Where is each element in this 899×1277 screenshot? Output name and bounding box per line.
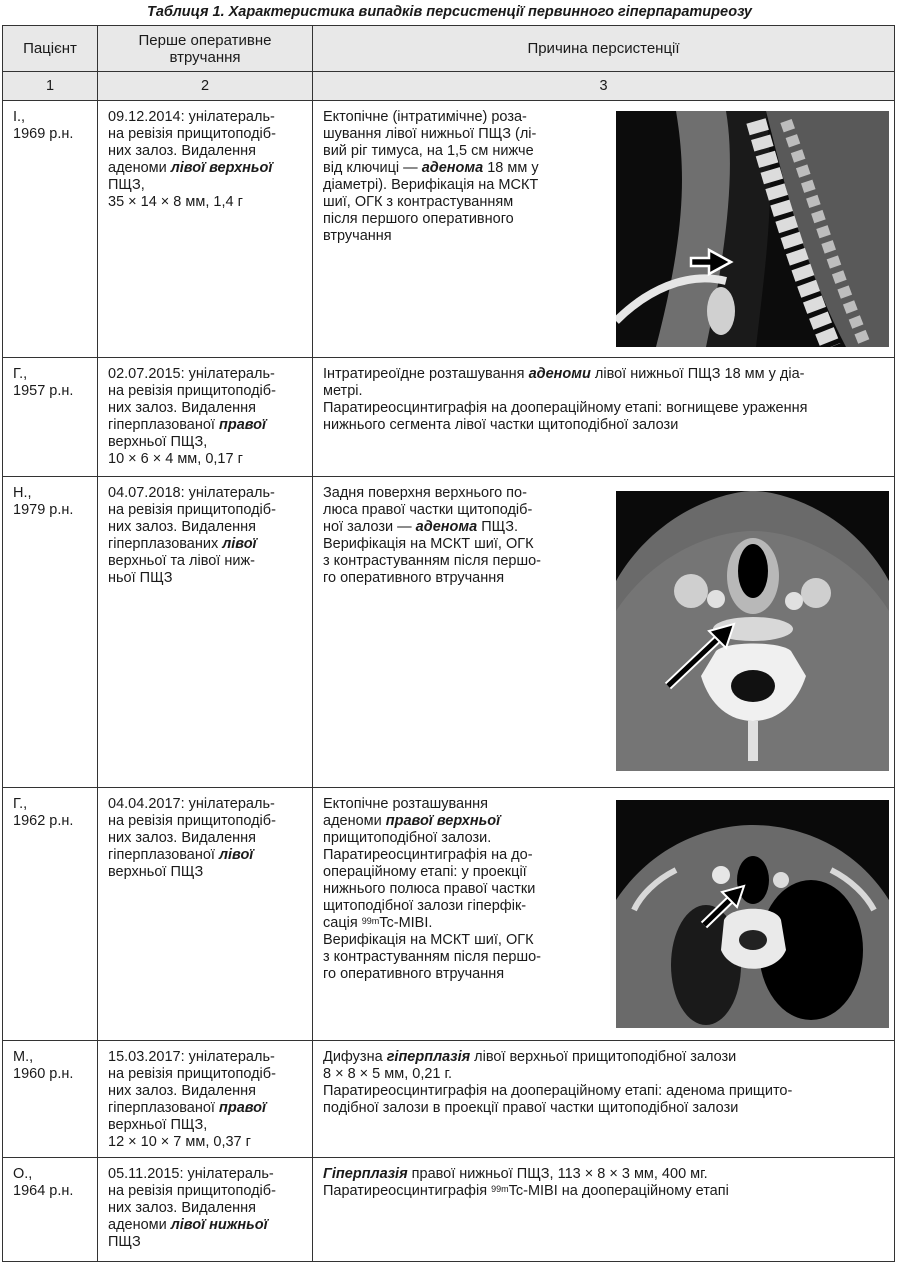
text-line: го оперативного втручання <box>323 570 505 586</box>
text-line: Інтратиреоїдне розташування аденоми лівої нижньої ПЩЗ 18 мм у діа- <box>323 366 805 382</box>
text-line: гіперплазованих лівої <box>108 536 257 552</box>
text-line: аденоми лівої верхньої <box>108 160 273 176</box>
text-line: з контрастуванням після першо- <box>323 949 541 965</box>
text-line: аденоми лівої нижньої <box>108 1217 268 1233</box>
text-line: гіперплазованої правої <box>108 1100 267 1116</box>
patient-birth-year: 1962 р.н. <box>13 813 74 829</box>
patient-birth-year: 1960 р.н. <box>13 1066 74 1082</box>
text-line: гіперплазованої правої <box>108 417 267 433</box>
cause-cell <box>313 358 895 477</box>
text-line: нижнього сегмента лівої частки щитоподібної залози <box>323 417 679 433</box>
emphasis-term: аденоми <box>528 366 591 382</box>
text-line: Паратиреосцинтиграфія $^{99m}$Tc-MIBI на доопераційному етапі <box>323 1183 729 1199</box>
header-cause: Причина персистенції <box>313 26 895 72</box>
text-line: на ревізія прищитоподіб- <box>108 1066 276 1082</box>
text-line: ної залози — аденома ПЩЗ. <box>323 519 519 535</box>
text-line: 35 × 14 × 8 мм, 1,4 г <box>108 194 243 210</box>
text-line: на ревізія прищитоподіб- <box>108 383 276 399</box>
patient-initial: І., <box>13 109 26 125</box>
cause-text <box>313 358 894 438</box>
header-first-surgery <box>98 26 313 72</box>
text-line: верхньої ПЩЗ <box>108 864 204 880</box>
surgery-cell <box>98 1041 313 1158</box>
persistence-table <box>2 25 895 1262</box>
patient-cell <box>3 477 98 788</box>
column-number-3: 3 <box>313 72 895 101</box>
emphasis-term: лівої <box>214 847 254 863</box>
text-line: від ключиці — аденома 18 мм у <box>323 160 539 176</box>
table-caption: Таблиця 1. Характеристика випадків персистенції первинного гіперпаратиреозу <box>147 4 752 20</box>
text-line: 04.07.2018: унілатераль- <box>108 485 275 501</box>
cause-text <box>313 477 579 591</box>
patient-cell <box>3 101 98 358</box>
text-line: метрі. <box>323 383 363 399</box>
text-line: верхньої та лівої ниж- <box>108 553 255 569</box>
column-number-row <box>3 72 895 101</box>
text-line: 02.07.2015: унілатераль- <box>108 366 275 382</box>
cause-text <box>313 101 579 249</box>
emphasis-term: правої <box>214 1100 267 1116</box>
patient-birth-year: 1969 р.н. <box>13 126 74 142</box>
cause-cell <box>313 477 895 788</box>
text-line: Верифікація на МСКТ шиї, ОГК <box>323 536 534 552</box>
emphasis-term: лівої <box>218 536 257 552</box>
patient-cell <box>3 788 98 1041</box>
text-line: Ектопічне (інтратимічне) роза- <box>323 109 527 125</box>
text-line: діаметрі). Верифікація на МСКТ <box>323 177 539 193</box>
surgery-cell <box>98 1158 313 1262</box>
text-line: го оперативного втручання <box>323 966 505 982</box>
cause-cell <box>313 788 895 1041</box>
surgery-cell <box>98 477 313 788</box>
emphasis-term: Гіперплазія <box>323 1166 408 1182</box>
cause-text <box>313 788 579 987</box>
emphasis-term: гіперплазія <box>386 1049 471 1065</box>
text-line: ПЩЗ <box>108 1234 141 1250</box>
table-row <box>3 1158 895 1262</box>
text-line: них залоз. Видалення <box>108 400 257 416</box>
text-line: 8 × 8 × 5 мм, 0,21 г. <box>323 1066 453 1082</box>
cause-cell <box>313 1041 895 1158</box>
text-line: Паратиреосцинтиграфія на доопераційному етапі: аденома прищито- <box>323 1083 793 1099</box>
text-line: 05.11.2015: унілатераль- <box>108 1166 274 1182</box>
text-line: після першого оперативного <box>323 211 514 227</box>
ct-image-axial-neck <box>616 491 889 771</box>
text-line: з контрастуванням після першо- <box>323 553 541 569</box>
emphasis-term: правої верхньої <box>381 813 501 829</box>
text-line: 09.12.2014: унілатераль- <box>108 109 275 125</box>
text-line: люса правої частки щитоподіб- <box>323 502 533 518</box>
emphasis-term: аденома <box>415 519 478 535</box>
patient-birth-year: 1979 р.н. <box>13 502 74 518</box>
patient-birth-year: 1964 р.н. <box>13 1183 74 1199</box>
table-row <box>3 1041 895 1158</box>
header-first-surgery-line2: втручання <box>169 48 241 66</box>
surgery-cell <box>98 358 313 477</box>
patient-birth-year: 1957 р.н. <box>13 383 74 399</box>
text-line: аденоми правої верхньої <box>323 813 501 829</box>
text-line: Паратиреосцинтиграфія на доопераційному етапі: вогнищеве ураження <box>323 400 808 416</box>
text-line: ньої ПЩЗ <box>108 570 173 586</box>
text-line: них залоз. Видалення <box>108 830 257 846</box>
text-line: них залоз. Видалення <box>108 519 257 535</box>
table-row <box>3 788 895 1041</box>
column-number-2: 2 <box>98 72 313 101</box>
text-line: подібної залози в проекції правої частки щитоподібної залози <box>323 1100 739 1116</box>
header-patient: Пацієнт <box>3 26 98 72</box>
text-line: ПЩЗ, <box>108 177 145 193</box>
ct-image-axial-thorax <box>616 800 889 1028</box>
text-line: верхньої ПЩЗ, <box>108 1117 208 1133</box>
text-line: на ревізія прищитоподіб- <box>108 1183 276 1199</box>
text-line: Ектопічне розташування <box>323 796 488 812</box>
text-line: на ревізія прищитоподіб- <box>108 813 276 829</box>
emphasis-term: лівої верхньої <box>166 160 273 176</box>
surgery-cell <box>98 788 313 1041</box>
emphasis-term: правої <box>214 417 267 433</box>
cause-cell <box>313 1158 895 1262</box>
header-row <box>3 26 895 72</box>
patient-cell <box>3 358 98 477</box>
column-number-1: 1 <box>3 72 98 101</box>
cause-text <box>313 1158 894 1204</box>
text-line: Верифікація на МСКТ шиї, ОГК <box>323 932 534 948</box>
text-line: операційному етапі: у проекції <box>323 864 527 880</box>
text-line: 15.03.2017: унілатераль- <box>108 1049 275 1065</box>
text-line: вий ріг тимуса, на 1,5 см нижче <box>323 143 534 159</box>
surgery-cell <box>98 101 313 358</box>
emphasis-term: лівої нижньої <box>166 1217 268 1233</box>
patient-cell <box>3 1041 98 1158</box>
header-first-surgery-line1: Перше оперативне <box>138 31 272 49</box>
text-line: шування лівої нижньої ПЩЗ (лі- <box>323 126 537 142</box>
text-line: прищитоподібної залози. <box>323 830 492 846</box>
text-line: них залоз. Видалення <box>108 1200 257 1216</box>
text-line: 12 × 10 × 7 мм, 0,37 г <box>108 1134 251 1150</box>
text-line: 04.04.2017: унілатераль- <box>108 796 275 812</box>
patient-initial: М., <box>13 1049 34 1065</box>
patient-initial: Н., <box>13 485 32 501</box>
text-line: них залоз. Видалення <box>108 143 257 159</box>
patient-initial: Г., <box>13 796 28 812</box>
text-line: гіперплазованої лівої <box>108 847 254 863</box>
text-line: Задня поверхня верхнього по- <box>323 485 527 501</box>
text-line: на ревізія прищитоподіб- <box>108 502 276 518</box>
patient-initial: Г., <box>13 366 28 382</box>
text-line: на ревізія прищитоподіб- <box>108 126 276 142</box>
table-row <box>3 358 895 477</box>
text-line: сація $^{99m}$Tc-MIBI. <box>323 915 433 931</box>
text-line: Гіперплазія правої нижньої ПЩЗ, 113 × 8 × 3 мм, 400 мг. <box>323 1166 708 1182</box>
patient-initial: О., <box>13 1166 33 1182</box>
text-line: 10 × 6 × 4 мм, 0,17 г <box>108 451 243 467</box>
text-line: верхньої ПЩЗ, <box>108 434 208 450</box>
text-line: щитоподібної залози гіперфік- <box>323 898 527 914</box>
cause-cell <box>313 101 895 358</box>
text-line: нижнього полюса правої частки <box>323 881 536 897</box>
emphasis-term: аденома <box>421 160 484 176</box>
table-row <box>3 101 895 358</box>
table-row <box>3 477 895 788</box>
text-line: Дифузна гіперплазія лівої верхньої прищитоподібної залози <box>323 1049 737 1065</box>
ct-image-sagittal <box>616 111 889 347</box>
text-line: Паратиреосцинтиграфія на до- <box>323 847 533 863</box>
text-line: них залоз. Видалення <box>108 1083 257 1099</box>
text-line: шиї, ОГК з контрастуванням <box>323 194 514 210</box>
patient-cell <box>3 1158 98 1262</box>
cause-text <box>313 1041 894 1121</box>
text-line: втручання <box>323 228 392 244</box>
